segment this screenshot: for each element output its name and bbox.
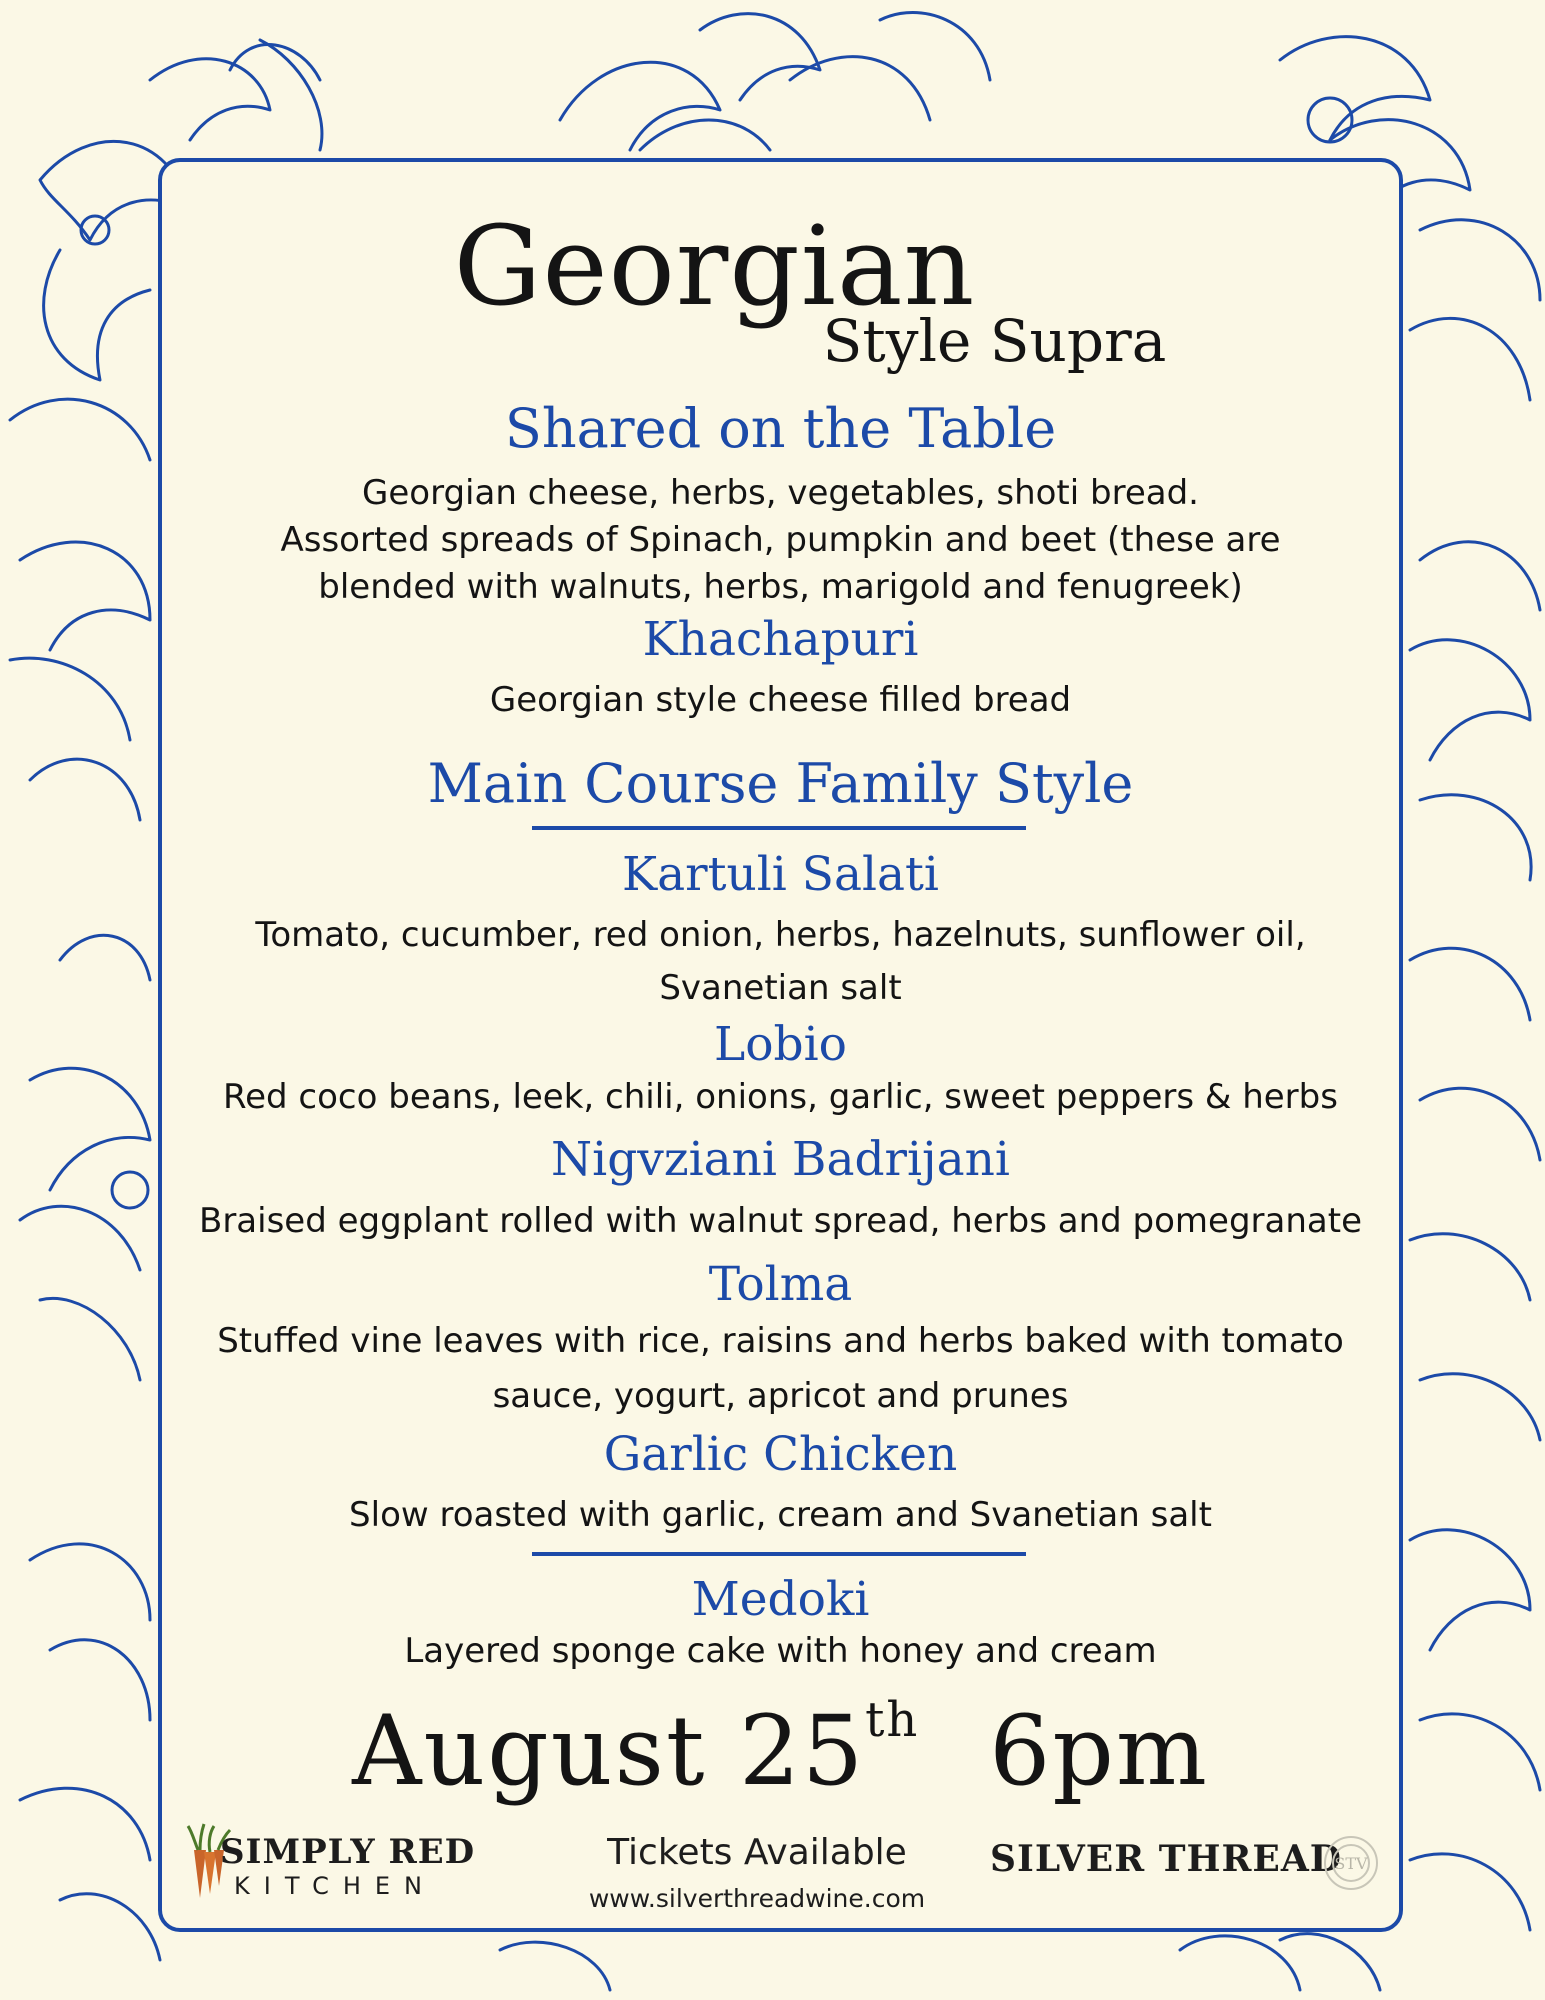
item-heading-garlic-chicken: Garlic Chicken [603, 1427, 958, 1482]
divider [532, 826, 1026, 830]
silver-thread-seal-icon [1322, 1834, 1380, 1892]
event-date-suffix: th [865, 1692, 920, 1748]
shared-line-3: blended with walnuts, herbs, marigold and fenugreek) [318, 567, 1243, 607]
medoki-description: Layered sponge cake with honey and cream [404, 1631, 1157, 1671]
kartuli-salati-line-1: Tomato, cucumber, red onion, herbs, hazelnuts, sunflower oil, [255, 915, 1306, 955]
item-heading-kartuli-salati: Kartuli Salati [622, 847, 939, 902]
item-heading-medoki: Medoki [691, 1572, 870, 1627]
kartuli-salati-line-2: Svanetian salt [659, 968, 902, 1008]
website-link[interactable]: www.silverthreadwine.com [588, 1884, 926, 1913]
tickets-available: Tickets Available [607, 1832, 907, 1873]
nigvziani-badrijani-description: Braised eggplant rolled with walnut spread, herbs and pomegranate [199, 1201, 1362, 1241]
event-time: 6pm [989, 1695, 1209, 1807]
event-date-time [162, 1692, 1399, 1807]
item-heading-lobio: Lobio [714, 1017, 847, 1072]
silver-thread-logo-text: SILVER THREAD [990, 1838, 1343, 1880]
lobio-description: Red coco beans, leek, chili, onions, garlic, sweet peppers & herbs [223, 1077, 1338, 1117]
tolma-line-1: Stuffed vine leaves with rice, raisins and herbs baked with tomato [217, 1321, 1344, 1361]
event-date: August 25 [352, 1695, 866, 1807]
menu-card [158, 158, 1403, 1932]
simply-red-kitchen-logo [184, 1822, 484, 1902]
kitchen-logo-text: KITCHEN [234, 1872, 436, 1900]
page-subtitle: Style Supra [822, 307, 1167, 375]
item-heading-khachapuri: Khachapuri [642, 612, 919, 667]
shared-line-1: Georgian cheese, herbs, vegetables, shoti bread. [362, 473, 1199, 513]
khachapuri-description: Georgian style cheese filled bread [489, 680, 1072, 720]
item-heading-tolma: Tolma [708, 1257, 853, 1312]
section-heading-main-course: Main Course Family Style [427, 752, 1134, 815]
divider [532, 1552, 1026, 1556]
item-heading-nigvziani-badrijani: Nigvziani Badrijani [551, 1132, 1010, 1187]
simply-red-logo-text: SIMPLY RED [220, 1832, 476, 1872]
shared-line-2: Assorted spreads of Spinach, pumpkin and beet (these are [280, 520, 1281, 560]
section-heading-shared: Shared on the Table [504, 397, 1057, 460]
page-title: Georgian [453, 202, 976, 330]
seal-text: STV [1334, 1854, 1368, 1873]
tolma-line-2: sauce, yogurt, apricot and prunes [492, 1376, 1069, 1416]
garlic-chicken-description: Slow roasted with garlic, cream and Svanetian salt [349, 1495, 1212, 1535]
